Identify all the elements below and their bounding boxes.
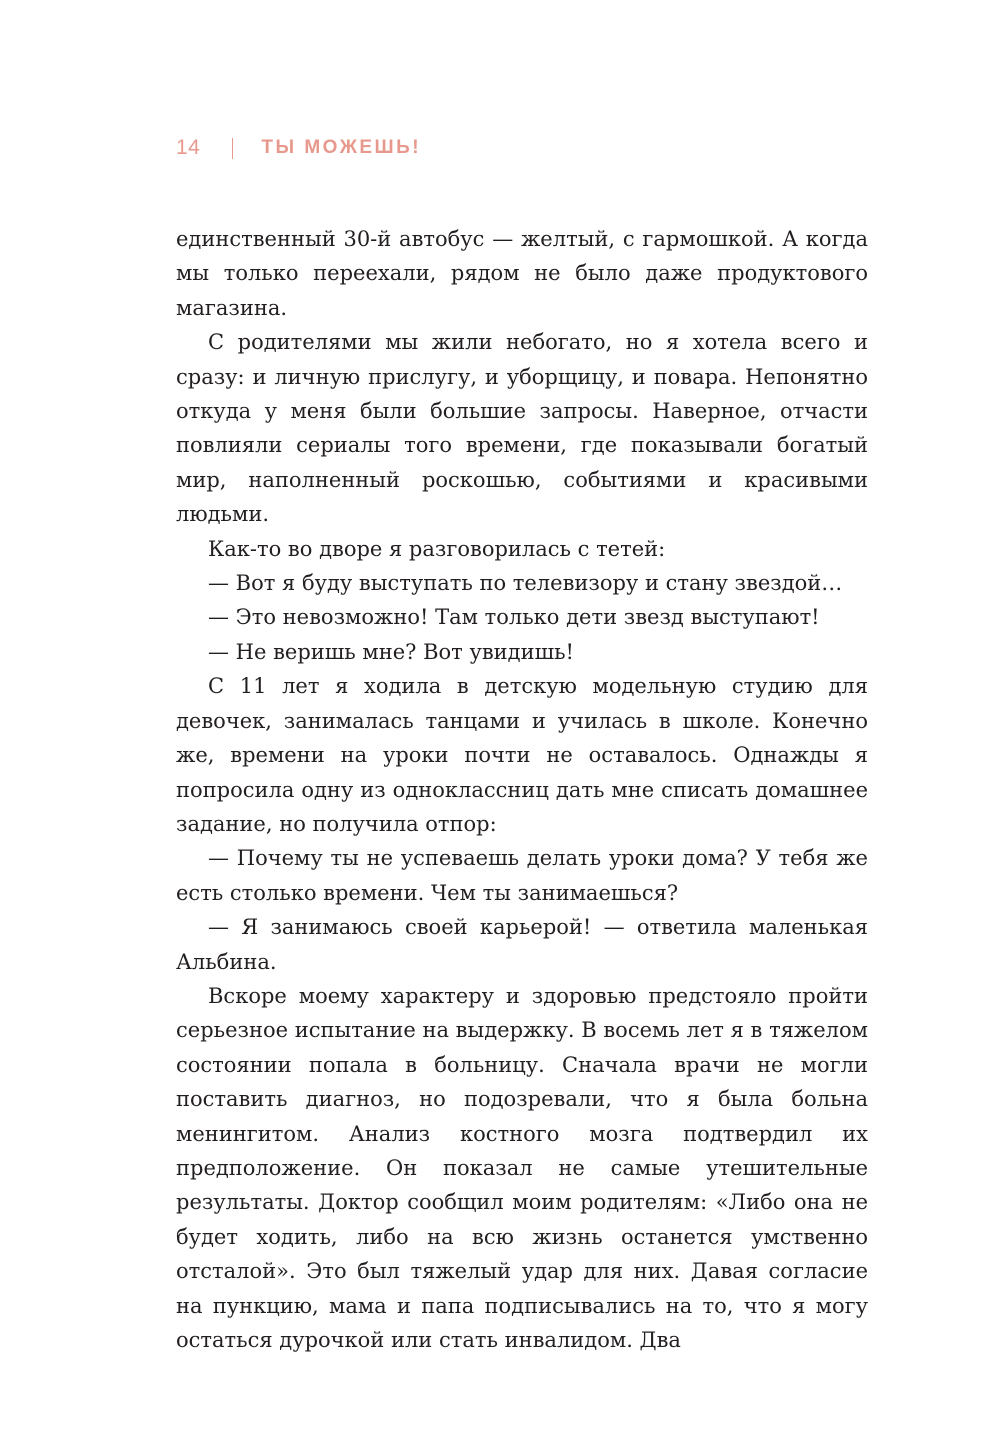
paragraph: С 11 лет я ходила в детскую модельную студию для девочек, занималась танцами и училась в школе. Конечно же, времени на уроки почти не оставалось. Однажды я попросила одну из одноклассниц дать мне списать домашнее задание, но получила отпор: [176,674,868,836]
dialogue-line: — Это невозможно! Там только дети звезд выступают! [208,605,820,630]
dialogue-line: — Почему ты не успеваешь делать уроки дома? У тебя же есть столько времени. Чем ты занимаешься? [176,846,868,905]
paragraph: Как-то во дворе я разговорилась с тетей: [208,536,666,561]
dialogue-line: — Вот я буду выступать по телевизору и стану звездой… [208,571,843,596]
paragraph: единственный 30-й автобус — желтый, с гармошкой. А когда мы только переехали, рядом не было даже продуктового магазина. [176,227,868,320]
body-text [176,222,868,1357]
paragraph: Вскоре моему характеру и здоровью предстояло пройти серьезное испытание на выдержку. В восемь лет я в тяжелом состоянии попала в больницу. Сначала врачи не могли поставить диагноз, но подозревали, что я была больна менингитом. Анализ костного мозга подтвердил их предположение. Он показал не самые утешительные результаты. Доктор сообщил моим родителям: «Либо она не будет ходить, либо на всю жизнь останется умственно отсталой». Это был тяжелый удар для них. Давая согласие на пункцию, мама и папа подписывались на то, что я могу остаться дурочкой или стать инвалидом. Два [176,983,868,1352]
dialogue-line: — Не веришь мне? Вот увидишь! [208,639,574,664]
page-number: 14 [176,136,201,159]
dialogue-line: — Я занимаюсь своей карьерой! — ответила маленькая Альбина. [176,915,868,974]
book-title: ТЫ МОЖЕШЬ! [261,137,422,158]
paragraph: С родителями мы жили небогато, но я хотела всего и сразу: и личную прислугу, и уборщицу, и повара. Непонятно откуда у меня были большие запросы. Наверное, отчасти повлияли сериалы того времени, где показывали богатый мир, наполненный роскошью, событиями и красивыми людьми. [176,330,868,527]
header-divider [232,138,233,159]
running-head [176,133,421,163]
